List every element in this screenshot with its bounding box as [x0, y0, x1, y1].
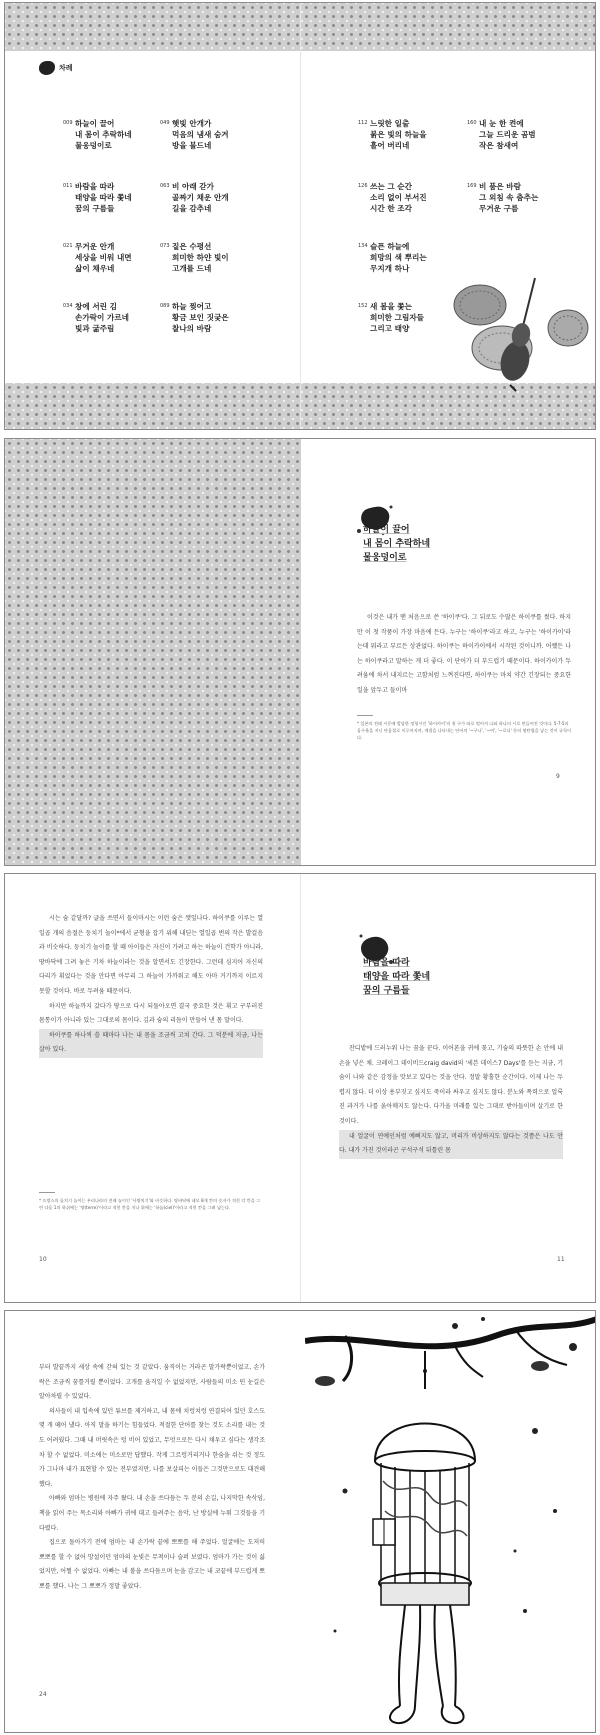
toc-page-number: 011: [63, 183, 73, 189]
toc-page-number: 009: [63, 120, 73, 126]
toc-page-number: 073: [160, 243, 170, 249]
body-text-left: [39, 912, 263, 1058]
body-text-right: [339, 1042, 563, 1159]
footnote-rule: [39, 1192, 55, 1193]
footnote-rule: [357, 715, 373, 716]
paragraph: 의사들이 내 입속에 있던 튜브를 제거하고, 내 몸에 치렁치렁 연결되어 있던 호스도 몇 개 떼어 냈다. 아직 말을 하기는 힘들었다. 적절한 단어를 찾는 것도 소리를 내는 것도 어려웠다. 그때 내 머릿속은 텅 비어 있었고, 무엇으로든 다시 채우고 싶다는 생각조차 할 수 없었다. 미소에는 미소로만 답했다. 작게 그르렁거리거나 한숨을 쉬는 것 정도가 그나마 내가 표현할 수 있는 전부였지만, 나를 보살피는 이들은 그것만으로도 대견해했다.: [39, 1407, 265, 1488]
highlighted-paragraph: 내 얼굴이 연예인처럼 예뻐지도 않고, 머리가 비상하지도 않다는 것쯤은 나도 안다. 내가 가진 것이라곤 구석구석 뒤틀린 몸: [339, 1130, 563, 1159]
toc-entry-title: 쓰는 그 순간 소리 없이 부서진 시간 한 조각: [370, 182, 427, 213]
toc-entry-title: 무거운 안개 세상을 비워 내면 삶이 채우네: [75, 242, 132, 273]
toc-page-number: 112: [358, 120, 368, 126]
toc-page-number: 034: [63, 303, 73, 309]
toc-page-number: 063: [160, 183, 170, 189]
toc-entry[interactable]: [358, 241, 478, 274]
paragraph: 하지만 하늘까지 갔다가 땅으로 다시 되돌아오면 결국 중요한 것은 휘고 구부러진 몸통이가 아니라 있는 그대로의 몸이다. 깊과 숨의 리듬이 만들어 낸 몸 말이다.: [39, 1002, 263, 1025]
chapter-title-line: 내 몸이 추락하네: [363, 539, 431, 549]
page-number: 9: [556, 773, 560, 780]
toc-entry-title: 비 아래 갇가 골짜기 채운 안개 길을 감추네: [172, 182, 229, 213]
toc-entry[interactable]: [160, 241, 280, 274]
toc-page-number: 049: [160, 120, 170, 126]
toc-page-number: 126: [358, 183, 368, 189]
body-text-left: [39, 1361, 265, 1595]
toc-entry[interactable]: [467, 118, 587, 151]
paragraph: 이것은 내가 맨 처음으로 쓴 '하이쿠'다. 그 뒤로도 수많은 하이쿠를 썼다. 하지만 이 첫 작품이 가장 마음에 든다. 누구는 '하이쿠'라고 하고, 누구는 '하이카이'라는데 뭐라고 부르든 상관없다. 하이쿠는 하이카이에서 시작된 것이니까. 어쨌든 나는 하이쿠라고 말하는 게 더 좋다. 이 단어가 더 부드럽기 때문이다. 하이카이가 두려움에 차서 내지르는 고함처럼 느껴진다면, 하이쿠는 마치 약간 긴장되는 중요한 일을 앞두고 들이마: [357, 614, 571, 694]
paragraph: 아빠와 엄마는 병원에 자주 왔다. 내 손을 쓰다듬는 두 분의 손길, 나지막한 속삭임, 책을 읽어 주는 목소리와 아빠가 귀에 대고 들려주는 음악, 난 방실에 누워 그것들을 기다렸다.: [39, 1495, 265, 1532]
toc-page-number: 160: [467, 120, 477, 126]
toc-page-number: 089: [160, 303, 170, 309]
page-24-spread: [4, 1310, 596, 1733]
toc-entry-title: 짙은 수평선 희미한 하얀 빛이 고개를 드네: [172, 242, 229, 273]
toc-page-number: 152: [358, 303, 368, 309]
paragraph: 집으로 돌아가기 전에 엄마는 내 손가락 끝에 뽀뽀를 해 주었다. 얼굴에는 도저히 뽀뽀를 할 수 없어 망설이던 엄마의 눈빛은 무척이나 슬퍼 보였다. 엄마가 가는 것이 싫었지만, 어쩔 수 없었다. 아빠는 내 볼을 쓰다듬으며 눈을 감고는 내 코끝에 부드럽게 뽀뽀를 했다. 나는 그 뽀뽀가 정말 좋았다.: [39, 1539, 265, 1590]
toc-entry[interactable]: [467, 181, 587, 214]
toc-entry[interactable]: [358, 181, 478, 214]
pages-10-11-spread: [4, 873, 596, 1303]
toc-entry-title: 내 눈 한 켠에 그늘 드리운 곰범 작은 참새여: [479, 119, 536, 150]
toc-entry-title: 느릿한 일출 붉은 빛의 하늘을 흘어 버리네: [370, 119, 427, 150]
toc-entry-title: 하늘 찢어고 황금 보인 짓궂은 찰나의 바람: [172, 302, 229, 333]
paragraph: 시는 숨 같달까? 글을 쓰면서 들이마시는 이런 숨은 깻잎나다. 하이쿠를 이루는 열일곱 개의 음절은 둥치기 놀이*에서 균형을 잡기 위해 내딛는 열일곱 번의 작은 발걸음과 비슷하다. 둥치기 놀이를 할 때 아이들은 자신이 가려고 하는 하늘이 건학가 아니라, 땅바닥에 그려 놓은 기차 하늘이라는 것을 알면서도 긴장한다. 그런데 심지어 자신의 다리가 휘었다는 것을 안다면 아무리 그 하늘이 가까워고 해도 아마 거기까지 이르지 못할 것이다. 바로 두려움 때문이다.: [39, 915, 263, 995]
page-number: 10: [39, 1256, 47, 1263]
chapter-title: [363, 956, 430, 998]
page-number: 24: [39, 1691, 47, 1698]
page-gutter: [300, 3, 301, 429]
toc-entry-title: 비 품은 바람 그 외침 속 춤추는 무거운 구름: [479, 182, 539, 213]
paragraph: 잔디밭에 드러누워 나는 꿈을 꾼다. 이어폰을 귀에 꽂고, 기숨의 따뜻한 손 안에 내 손을 넣은 채. 크레이그 데이비드craig david의 '세븐 데이스7 Days'를 듣는 지금, 기숨이 나와 같은 감정을 맛보고 있다는 것을 안다. 정말 황홀한 순간이다. 이제 나는 두렵지 않다. 더 이상 용부짓고 싶지도 죽이라 싸우고 싶지도 않다. 분노와 폭력으로 얼룩진 과거가 나를 옭아매지도 않는다. 다가올 미래를 있는 그대로 받아들이며 살기로 한 것이다.: [339, 1045, 563, 1125]
ink-blot-icon: [39, 61, 55, 75]
toc-entry[interactable]: [358, 118, 478, 151]
chapter-title-line: 태양을 따라 쫓네: [363, 972, 431, 982]
toc-entry-title: 슬픈 하늘에 희망의 색 뿌리는 무지개 하나: [370, 242, 427, 273]
toc-entry-title: 창에 서린 김 손가락이 가르네 빛과 굶주림: [75, 302, 129, 333]
footnote: * 일본의 전래 시문에 발달한 정형시인 '하이카이'의 첫 구가 따로 떨어져 나와 하나의 시로 만들어진 것이다. 5·7·5의 음수율을 지닌 단음절로 이루어지며, 계절을 나타내는 단어의 '~구나', '~여', '~로다' 등의 영탄법을 넣는 것이 규칙이다.: [357, 721, 572, 740]
toc-entry-title: 하늘이 끌어 내 몸이 추락하네 물웅덩이로: [75, 119, 132, 150]
toc-spread: [4, 2, 596, 430]
chapter-title-line: 물웅덩이로: [363, 553, 407, 563]
paragraph: 부터 발끝까지 세상 속에 갇혀 있는 것 같았다. 움직이는 거라곤 말가락뿐이었고, 손가락은 조금씩 꿈틀거릴 뿐이었다. 고개를 움직일 수 없었지만, 사람들의 미소 띤 눈길은 알아차릴 수 있었다.: [39, 1364, 265, 1401]
chapter-title-line: 바람을 따라: [363, 958, 410, 968]
toc-page-number: 021: [63, 243, 73, 249]
toc-title: 차례: [59, 64, 73, 72]
toc-entry[interactable]: [160, 301, 280, 334]
dotted-pattern-page: [5, 439, 301, 865]
chapter-title-line: 꿈의 구름들: [363, 986, 410, 996]
toc-page-number: 169: [467, 183, 477, 189]
footnote: * 프랑스의 돌치기 놀이는 우리나라의 전래 놀이인 '사방치기'와 비슷하다. 땅바닥에 네모 8개 칸의 숫자가 적힌 각 칸을 그린 다음 1의 하쉬에는 '땅(terre)'이라고 적힌 칸을 지나 위에는 '하늘(ciel)'이라고 적힌 칸을 그려 넣는다.: [39, 1198, 261, 1210]
toc-entry-title: 바람을 따라 태양을 따라 쫓네 꿈의 구름들: [75, 182, 132, 213]
toc-entry[interactable]: [160, 118, 280, 151]
toc-page-number: 134: [358, 243, 368, 249]
page-number: 11: [557, 1256, 565, 1263]
toc-entry[interactable]: [160, 181, 280, 214]
highlighted-paragraph: 하이쿠를 하나씩 쓸 때마다 나는 내 몸을 조금씩 고쳐 간다. 그 덕분에 지금, 나는 살아 있다.: [39, 1029, 263, 1058]
toc-entry-title: 햇빛 안개가 먹음의 냄새 숨겨 방을 불드네: [172, 119, 229, 150]
body-text: [357, 611, 571, 699]
toc-entry-title: 새 봄을 쫓는 희미한 그림자들 그리고 태양: [370, 302, 424, 333]
toc-heading: [39, 61, 73, 75]
violin-cloud-illustration: [450, 273, 590, 393]
chapter-title: [363, 523, 430, 565]
page-gutter: [300, 874, 301, 1302]
chapter-title-line: 하늘이 끌어: [363, 525, 410, 535]
birdcage-illustration: [305, 1311, 596, 1733]
page-9-spread: [4, 438, 596, 866]
